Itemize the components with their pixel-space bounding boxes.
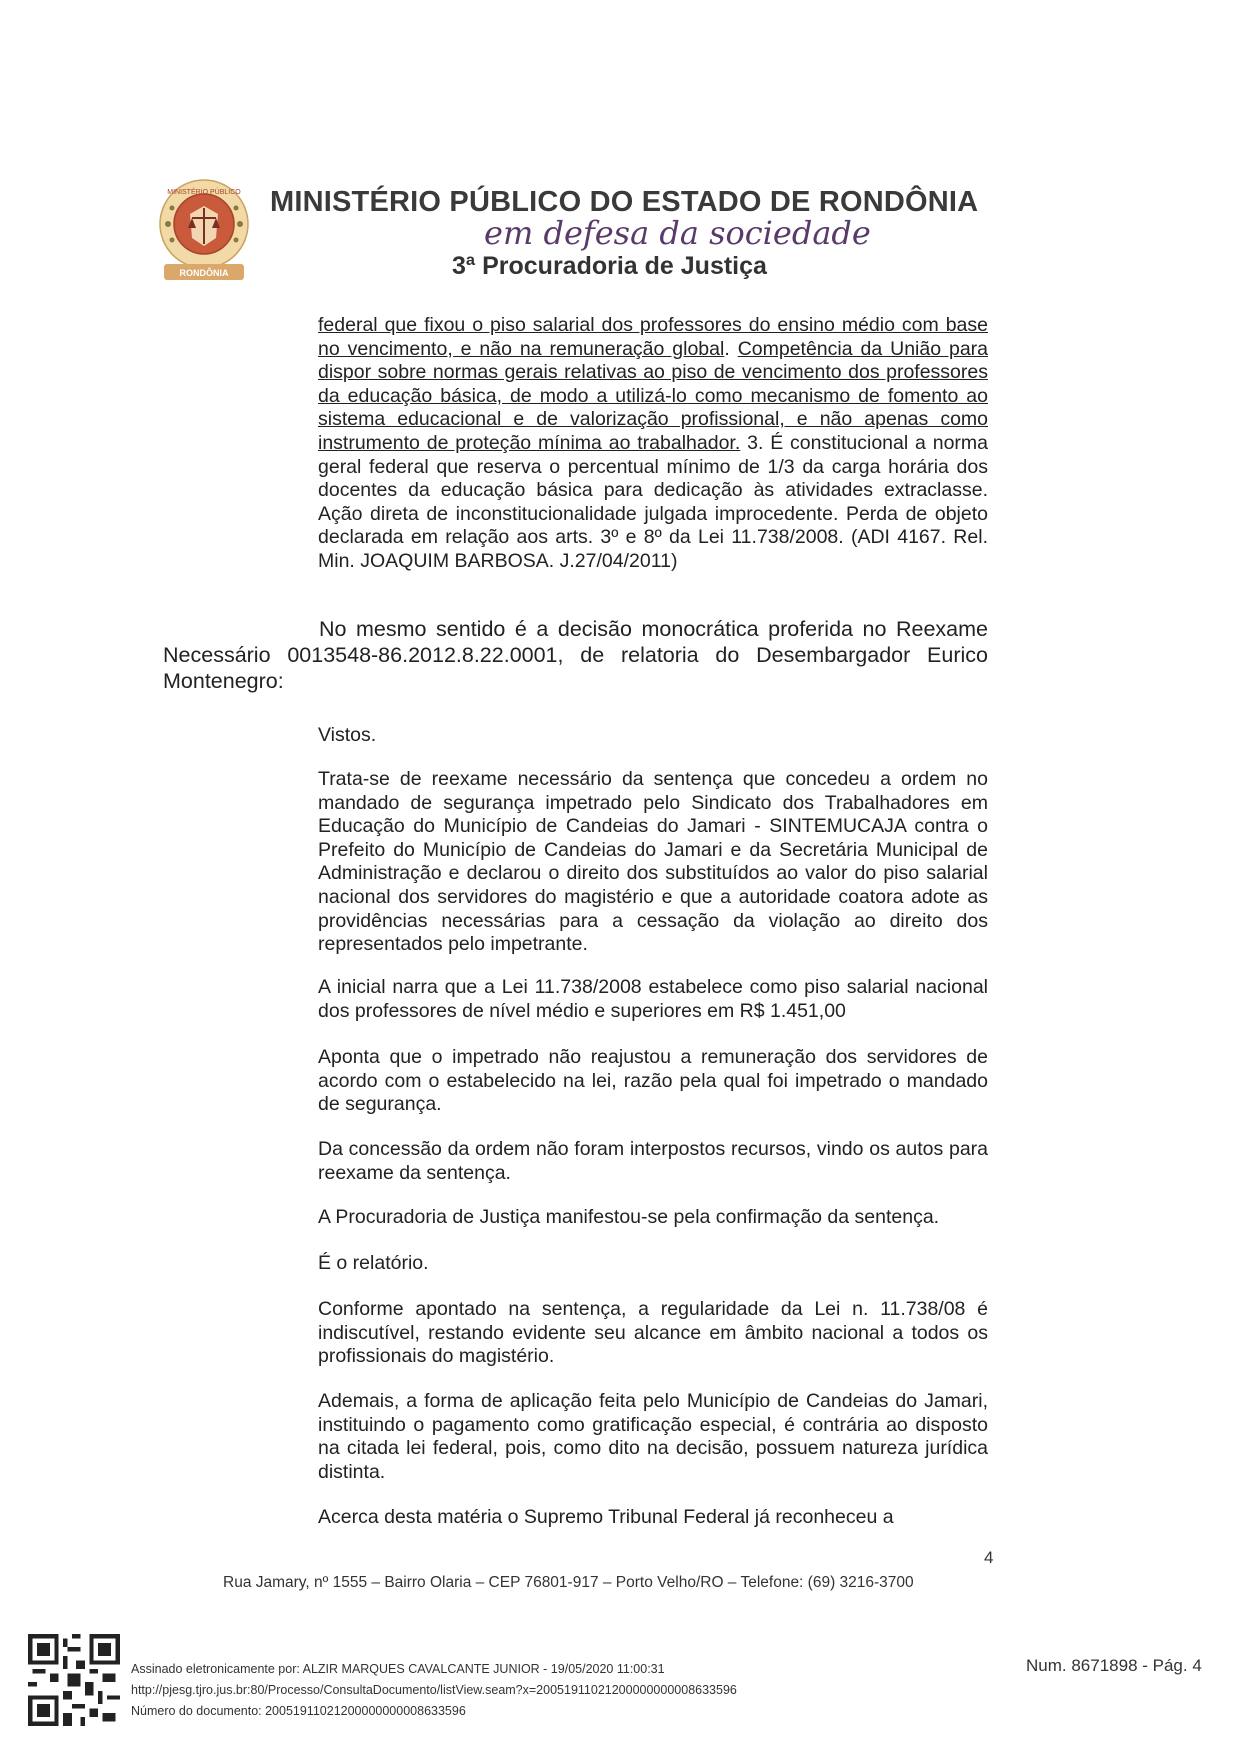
signed-by-line: Assinado eletronicamente por: ALZIR MARQUES CAVALCANTE JUNIOR - 19/05/2020 11:00:31 — [131, 1662, 665, 1676]
body-paragraph — [163, 616, 988, 694]
quote-underlined-1: federal que fixou o piso salarial dos professores do ensino médio com base no vencimento, e não na remuneração global — [318, 314, 988, 360]
qr-code-icon — [28, 1634, 120, 1726]
office-subtitle: 3ª Procuradoria de Justiça — [452, 252, 767, 280]
page-number: 4 — [984, 1548, 994, 1567]
decision-paragraph-3: Aponta que o impetrado não reajustou a remuneração dos servidores de acordo com o estabelecido na lei, razão pela qual foi impetrado o mandado de segurança. — [318, 1046, 988, 1116]
seal-bottom-text: RONDÔNIA — [179, 268, 229, 278]
document-number-line: Número do documento: 20051911021200000000008633596 — [131, 1704, 466, 1718]
decision-paragraph-1: Trata-se de reexame necessário da sentença que concedeu a ordem no mandado de segurança impetrado pelo Sindicato dos Trabalhadores em Educação do Município de Candeias do Jamari - SINTEMUCAJA contra o Prefeito do Município de Candeias do Jamari e da Secretária Municipal de Administração e declarou o direito dos substituídos ao valor do piso salarial nacional dos servidores do magistério e que a autoridade coatora adote as providências necessárias para a cessação da violação ao direito dos representados pelo impetrante. — [318, 768, 988, 956]
decision-vistos: Vistos. — [318, 724, 377, 746]
quote-separator: . — [724, 337, 738, 360]
document-url-link[interactable]: http://pjesg.tjro.jus.br:80/Processo/ConsultaDocumento/listView.seam?x=20051911021200000000008633596 — [131, 1683, 737, 1697]
mp-ro-seal-logo — [156, 178, 252, 290]
num-page-label: Num. 8671898 - Pág. 4 — [1026, 1656, 1202, 1675]
footer-address: Rua Jamary, nº 1555 – Bairro Olaria – CEP 76801-917 – Porto Velho/RO – Telefone: (69) 3216-3700 — [223, 1574, 914, 1591]
decision-paragraph-8: Ademais, a forma de aplicação feita pelo Município de Candeias do Jamari, instituindo o pagamento como gratificação especial, é contrária ao disposto na citada lei federal, pois, como dito na decisão, possuem natureza jurídica distinta. — [318, 1390, 988, 1483]
decision-paragraph-6: É o relatório. — [318, 1252, 429, 1274]
quote-underlined-2: Competência da União para dispor sobre normas gerais relativas ao piso de vencimento dos professores da educação básica, de modo a utilizá-lo como mecanismo de fomento ao sistema educacional e de valorização profissional, e não apenas como instrumento de proteção mínima ao trabalhador. — [318, 337, 988, 454]
decision-paragraph-4: Da concessão da ordem não foram interpostos recursos, vindo os autos para reexame da sentença. — [318, 1138, 988, 1184]
institution-title: MINISTÉRIO PÚBLICO DO ESTADO DE RONDÔNIA — [270, 186, 979, 218]
decision-paragraph-7: Conforme apontado na sentença, a regularidade da Lei n. 11.738/08 é indiscutível, restando evidente seu alcance em âmbito nacional a todos os profissionais do magistério. — [318, 1298, 988, 1368]
institution-motto: em defesa da sociedade — [484, 214, 871, 252]
decision-paragraph-2: A inicial narra que a Lei 11.738/2008 estabelece como piso salarial nacional dos professores de nível médio e superiores em R$ 1.451,00 — [318, 976, 988, 1022]
body-paragraph-text: No mesmo sentido é a decisão monocrática proferida no Reexame Necessário 0013548-86.2012.8.22.0001, de relatoria do Desembargador Eurico Montenegro: — [163, 617, 988, 693]
quoted-precedent — [318, 314, 988, 574]
quote-rest: 3. É constitucional a norma geral federal que reserva o percentual mínimo de 1/3 da carga horária dos docentes da educação básica para dedicação às atividades extraclasse. Ação direta de inconstitucionalidade julgada improcedente. Perda de objeto declarada em relação aos arts. 3º e 8º da Lei 11.738/2008. (ADI 4167. Rel. Min. JOAQUIM BARBOSA. J.27/04/2011) — [318, 431, 988, 572]
seal-top-text: MINISTÉRIO PÚBLICO — [167, 189, 241, 196]
decision-paragraph-5: A Procuradoria de Justiça manifestou-se pela confirmação da sentença. — [318, 1206, 940, 1228]
decision-paragraph-9: Acerca desta matéria o Supremo Tribunal Federal já reconheceu a — [318, 1506, 894, 1528]
